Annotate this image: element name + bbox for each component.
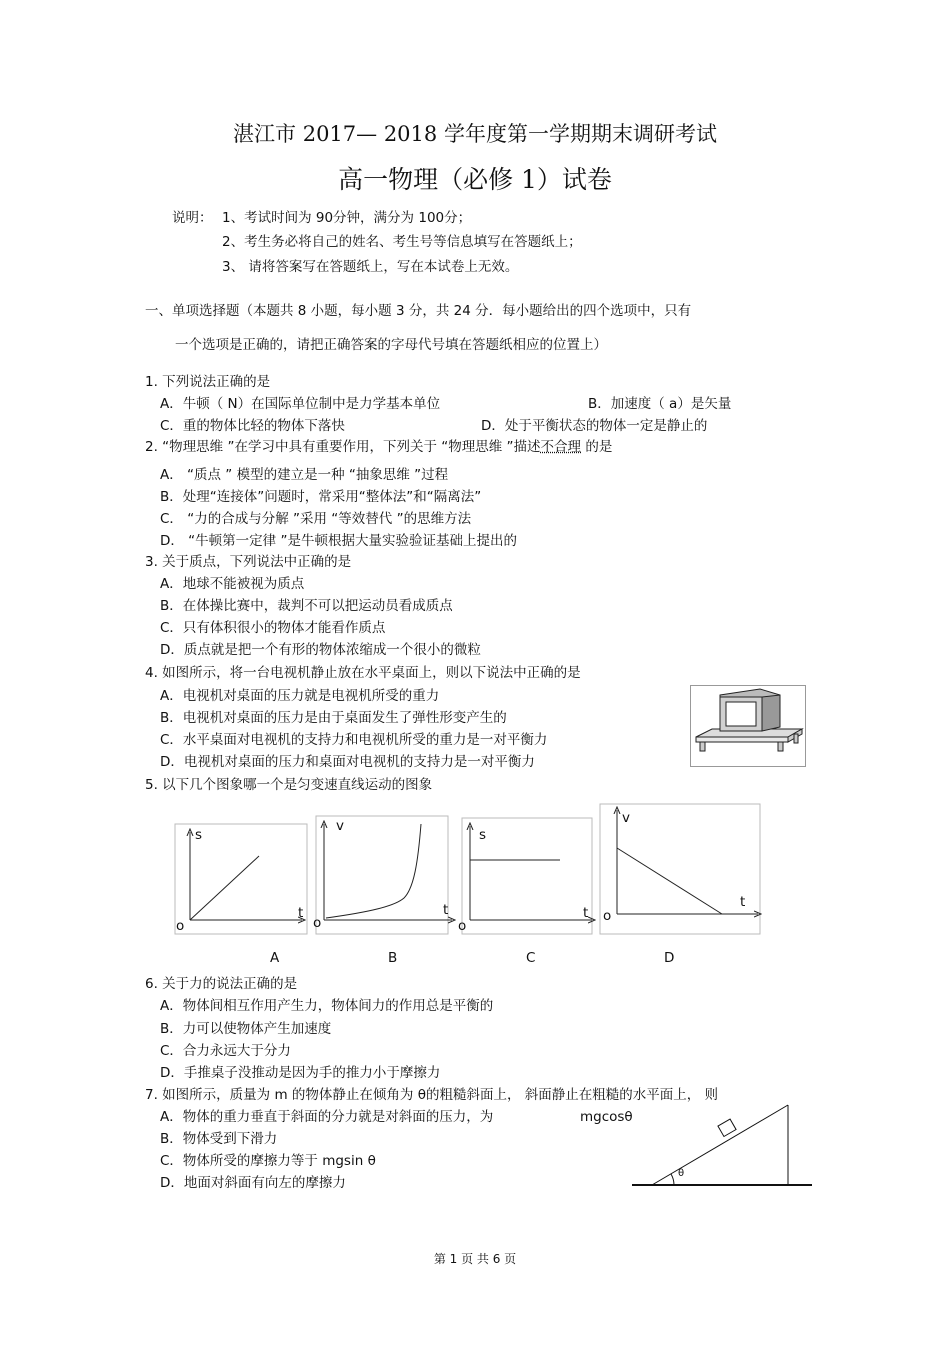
graph-b-xlabel: t — [443, 902, 449, 918]
q4-option-b: B．电视机对桌面的压力是由于桌面发生了弹性形变产生的 — [160, 710, 507, 726]
tv-on-table-figure — [690, 685, 806, 767]
q2-stem-pre: 2. “物理思维 ”在学习中具有重要作用，下列关于 “物理思维 ”描述 — [145, 439, 541, 455]
graph-b-ylabel: v — [336, 818, 344, 834]
graph-c-label: C — [526, 950, 536, 966]
q2-option-a: A． “质点 ” 模型的建立是一种 “抽象思维 ”过程 — [160, 467, 449, 483]
q7-stem: 7. 如图所示，质量为 m 的物体静止在倾角为 θ的粗糙斜面上， 斜面静止在粗糙的水平面上， 则 — [145, 1087, 719, 1103]
q6-option-a: A．物体间相互作用产生力，物体间力的作用总是平衡的 — [160, 998, 494, 1014]
q6-option-d: D．手推桌子没推动是因为手的推力小于摩擦力 — [160, 1065, 441, 1081]
q4-stem: 4. 如图所示，将一台电视机静止放在水平桌面上，则以下说法中正确的是 — [145, 665, 581, 681]
section1-line1: 一、单项选择题（本题共 8 小题，每小题 3 分，共 24 分．每小题给出的四个选项中，只有 — [145, 303, 692, 319]
q3-option-c: C．只有体积很小的物体才能看作质点 — [160, 620, 386, 636]
q7-option-b: B．物体受到下滑力 — [160, 1131, 278, 1147]
q3-option-d: D．质点就是把一个有形的物体浓缩成一个很小的微粒 — [160, 642, 481, 658]
q1-option-b: B．加速度（ a）是矢量 — [588, 396, 732, 412]
q2-option-b: B．处理“连接体”问题时，常采用“整体法”和“隔离法” — [160, 489, 482, 505]
q1-option-a: A．牛顿（ N）在国际单位制中是力学基本单位 — [160, 396, 441, 412]
note-2: 2、考生务必将自己的姓名、考生号等信息填写在答题纸上； — [222, 234, 582, 250]
q4-option-a: A．电视机对桌面的压力就是电视机所受的重力 — [160, 688, 440, 704]
exam-title: 湛江市 2017— 2018 学年度第一学期期末调研考试 — [233, 122, 717, 146]
q2-stem-post: 的是 — [585, 439, 613, 455]
q2-option-d: D． “牛顿第一定律 ”是牛顿根据大量实验验证基础上提出的 — [160, 533, 517, 549]
page-footer: 第 1 页 共 6 页 — [433, 1252, 517, 1266]
q7-option-c: C．物体所受的摩擦力等于 mgsin θ — [160, 1153, 376, 1169]
q3-option-b: B．在体操比赛中，裁判不可以把运动员看成质点 — [160, 598, 453, 614]
graph-a-xlabel: t — [298, 905, 304, 921]
q7-option-a-value: mgcosθ — [580, 1109, 633, 1125]
q2-stem-emphasis: 不合理 — [540, 439, 582, 455]
q3-stem: 3. 关于质点，下列说法中正确的是 — [145, 554, 352, 570]
q7-option-d: D．地面对斜面有向左的摩擦力 — [160, 1175, 346, 1191]
q1-option-d: D．处于平衡状态的物体一定是静止的 — [481, 418, 708, 434]
graph-a-ylabel: s — [195, 827, 203, 843]
incline-figure — [632, 1100, 814, 1196]
block-on-incline — [718, 1119, 736, 1136]
q1-option-c: C．重的物体比轻的物体下落快 — [160, 418, 345, 434]
exam-subtitle: 高一物理（必修 1）试卷 — [338, 165, 612, 194]
q6-option-c: C．合力永远大于分力 — [160, 1043, 291, 1059]
q6-option-b: B．力可以使物体产生加速度 — [160, 1021, 332, 1037]
q4-option-c: C．水平桌面对电视机的支持力和电视机所受的重力是一对平衡力 — [160, 732, 548, 748]
graph-b-origin: o — [313, 915, 322, 931]
graph-c-ylabel: s — [479, 827, 487, 843]
graph-d-label: D — [664, 950, 675, 966]
graph-a-label: A — [270, 950, 280, 966]
q2-stem — [145, 438, 612, 456]
q6-stem: 6. 关于力的说法正确的是 — [145, 976, 298, 992]
graph-d-origin: o — [603, 908, 612, 924]
graph-c-origin: o — [458, 918, 467, 934]
graph-b-label: B — [388, 950, 398, 966]
graph-c-xlabel: t — [583, 905, 589, 921]
q7-option-a: A．物体的重力垂直于斜面的分力就是对斜面的压力，为 — [160, 1109, 494, 1125]
q2-option-c: C． “力的合成与分解 ”采用 “等效替代 ”的思维方法 — [160, 511, 472, 527]
graph-a-origin: o — [176, 918, 185, 934]
note-3: 3、 请将答案写在答题纸上，写在本试卷上无效。 — [222, 259, 519, 275]
q4-option-d: D．电视机对桌面的压力和桌面对电视机的支持力是一对平衡力 — [160, 754, 535, 770]
angle-theta-label: θ — [678, 1168, 685, 1179]
section1-line2: 一个选项是正确的，请把正确答案的字母代号填在答题纸相应的位置上） — [175, 337, 607, 353]
q1-stem: 1. 下列说法正确的是 — [145, 374, 271, 390]
motion-graphs — [170, 802, 770, 942]
graph-d-xlabel: t — [740, 894, 746, 910]
note-1: 1、考试时间为 90分钟，满分为 100分； — [222, 210, 472, 226]
notes-label: 说明： — [172, 210, 213, 226]
q3-option-a: A．地球不能被视为质点 — [160, 576, 305, 592]
q5-stem: 5. 以下几个图象哪一个是匀变速直线运动的图象 — [145, 777, 433, 793]
graph-d-ylabel: v — [622, 810, 630, 826]
